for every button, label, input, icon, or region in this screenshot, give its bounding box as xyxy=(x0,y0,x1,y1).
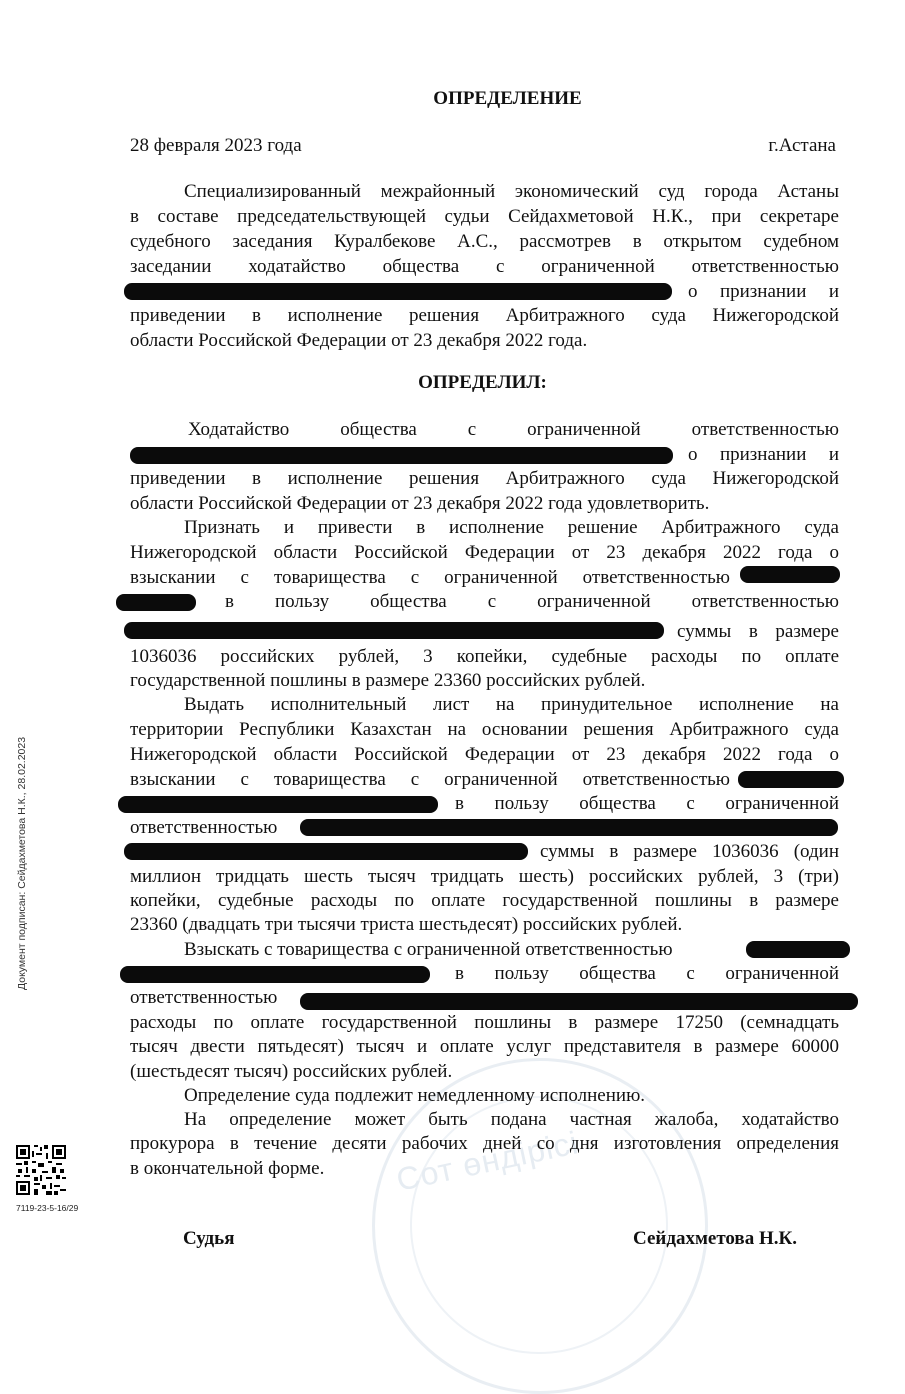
document-title: ОПРЕДЕЛЕНИЕ xyxy=(433,88,582,109)
ruling-line: Признать и привести в исполнение решение Арбитражного суда xyxy=(184,517,839,538)
redaction-bar xyxy=(300,993,858,1010)
ruling-line: Определение суда подлежит немедленному исполнению. xyxy=(184,1085,646,1106)
intro-line: приведении в исполнение решения Арбитражного суда Нижегородской xyxy=(130,305,839,326)
watermark-text: Сот өндірісі xyxy=(393,1124,582,1198)
intro-line: области Российской Федерации от 23 декабря 2022 года. xyxy=(130,330,588,351)
ruling-line: территории Республики Казахстан на основании решения Арбитражного суда xyxy=(130,719,839,740)
ruling-line: в окончательной форме. xyxy=(130,1158,325,1179)
ruling-line: Выдать исполнительный лист на принудительное исполнение на xyxy=(184,694,839,715)
ruling-line: расходы по оплате государственной пошлины в размере 17250 (семнадцать xyxy=(130,1012,839,1033)
intro-line: заседании ходатайство общества с ограниченной ответственностью xyxy=(130,256,839,277)
ruling-line: ответственностью xyxy=(130,987,278,1008)
ruling-line: ответственностью xyxy=(130,817,278,838)
redaction-bar xyxy=(120,966,430,983)
ruling-line: в пользу общества с ограниченной ответственностью xyxy=(225,591,839,612)
ruling-heading: ОПРЕДЕЛИЛ: xyxy=(418,372,547,393)
document-code: 7119-23-5-16/29 xyxy=(16,1203,79,1213)
ruling-line: взыскании с товарищества с ограниченной ответственностью xyxy=(130,769,730,790)
ruling-line: Взыскать с товарищества с ограниченной ответственностью xyxy=(184,939,673,960)
e-signature-note: Документ подписан: Сейдахметова Н.К., 28.02.2023 xyxy=(16,736,28,990)
redaction-bar xyxy=(130,447,673,464)
ruling-line: 23360 (двадцать три тысячи триста шестьдесят) российских рублей. xyxy=(130,914,683,935)
signature-role: Судья xyxy=(183,1228,235,1249)
document-city: г.Астана xyxy=(768,135,836,156)
qr-code-icon xyxy=(16,1145,66,1195)
ruling-line: Нижегородской области Российской Федерации от 23 декабря 2022 года о xyxy=(130,542,839,563)
ruling-line: Ходатайство общества с ограниченной ответственностью xyxy=(188,419,839,440)
signature-name: Сейдахметова Н.К. xyxy=(633,1228,797,1249)
intro-line: Специализированный межрайонный экономический суд города Астаны xyxy=(184,181,839,202)
ruling-line: 1036036 российских рублей, 3 копейки, судебные расходы по оплате xyxy=(130,646,839,667)
intro-line: о признании и xyxy=(688,281,839,302)
ruling-line: области Российской Федерации от 23 декабря 2022 года удовлетворить. xyxy=(130,493,710,514)
ruling-line: миллион тридцать шесть тысяч тридцать шесть) российских рублей, 3 (три) xyxy=(130,866,839,887)
ruling-line: о признании и xyxy=(688,444,839,465)
redaction-bar xyxy=(300,819,838,836)
intro-line: в составе председательствующей судьи Сейдахметовой Н.К., при секретаре xyxy=(130,206,839,227)
ruling-line: приведении в исполнение решения Арбитражного суда Нижегородской xyxy=(130,468,839,489)
ruling-line: суммы в размере 1036036 (один xyxy=(540,841,839,862)
ruling-line: копейки, судебные расходы по оплате государственной пошлины в размере xyxy=(130,890,839,911)
redaction-bar xyxy=(740,566,840,583)
ruling-line: в пользу общества с ограниченной xyxy=(455,963,839,984)
ruling-line: прокурора в течение десяти рабочих дней со дня изготовления определения xyxy=(130,1133,839,1154)
redaction-bar xyxy=(746,941,850,958)
ruling-line: взыскании с товарищества с ограниченной ответственностью xyxy=(130,567,730,588)
redaction-bar xyxy=(124,622,664,639)
redaction-bar xyxy=(124,843,528,860)
ruling-line: в пользу общества с ограниченной xyxy=(455,793,839,814)
redaction-bar xyxy=(124,283,672,300)
redaction-bar xyxy=(118,796,438,813)
ruling-line: (шестьдесят тысяч) российских рублей. xyxy=(130,1061,453,1082)
ruling-line: На определение может быть подана частная жалоба, ходатайство xyxy=(184,1109,839,1130)
document-date: 28 февраля 2023 года xyxy=(130,135,302,156)
ruling-line: государственной пошлины в размере 23360 российских рублей. xyxy=(130,670,646,691)
redaction-bar xyxy=(116,594,196,611)
ruling-line: тысяч двести пятьдесят) тысяч и оплате услуг представителя в размере 60000 xyxy=(130,1036,839,1057)
redaction-bar xyxy=(738,771,844,788)
intro-line: судебного заседания Куралбекове А.С., рассмотрев в открытом судебном xyxy=(130,231,839,252)
ruling-line: суммы в размере xyxy=(677,621,839,642)
ruling-line: Нижегородской области Российской Федерации от 23 декабря 2022 года о xyxy=(130,744,839,765)
